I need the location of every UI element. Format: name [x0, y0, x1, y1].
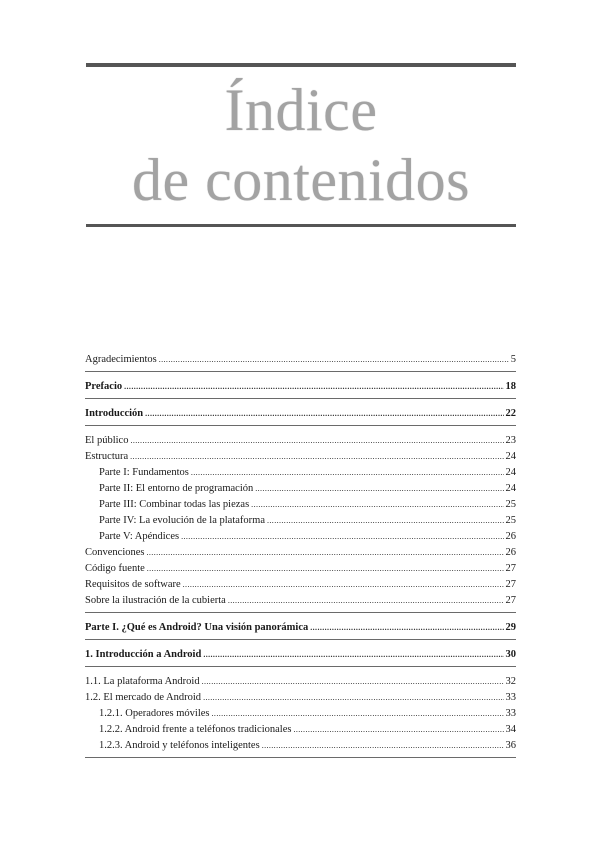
toc-entry-page-number: 36 [505, 740, 516, 751]
toc-entry-page-number: 18 [505, 381, 516, 392]
toc-entry-label: Parte IV: La evolución de la plataforma [99, 515, 265, 526]
toc-leader-dots [251, 497, 503, 513]
toc-leader-dots [147, 561, 504, 577]
toc-leader-dots [124, 379, 503, 395]
section-separator [85, 425, 516, 426]
toc-entry[interactable] [85, 722, 516, 738]
toc-entry-page-number: 26 [505, 547, 516, 558]
toc-entry[interactable] [85, 465, 516, 481]
toc-entry[interactable] [85, 352, 516, 368]
toc-entry-label: Introducción [85, 408, 144, 419]
toc-entry[interactable] [85, 513, 516, 529]
toc-entry-page-number: 30 [505, 649, 516, 660]
toc-entry-page-number: 23 [505, 435, 516, 446]
toc-entry-page-number: 25 [505, 499, 516, 510]
toc-entry-label: Parte I. ¿Qué es Android? Una visión panorámica [85, 622, 309, 633]
section-separator [85, 639, 516, 640]
toc-entry-label: Parte V: Apéndices [99, 531, 180, 542]
toc-entry[interactable] [85, 738, 516, 754]
toc-leader-dots [191, 465, 504, 481]
toc-entry-label: Prefacio [85, 381, 123, 392]
toc-entry[interactable] [85, 674, 516, 690]
toc-leader-dots [130, 449, 503, 465]
toc-leader-dots [255, 481, 503, 497]
toc-leader-dots [183, 577, 504, 593]
toc-entry-page-number: 27 [505, 595, 516, 606]
toc-leader-dots [228, 593, 504, 609]
toc-entry-label: Parte III: Combinar todas las piezas [99, 499, 250, 510]
toc-entry-label: Requisitos de software [85, 579, 181, 590]
toc-entry-label: Sobre la ilustración de la cubierta [85, 595, 226, 606]
toc-entry-page-number: 27 [505, 579, 516, 590]
toc-entry-label: 1.2.1. Operadores móviles [99, 708, 210, 719]
section-separator [85, 398, 516, 399]
toc-entry-page-number: 33 [505, 708, 516, 719]
toc-entry[interactable] [85, 406, 516, 422]
toc-leader-dots [203, 647, 503, 663]
toc-entry-label: Código fuente [85, 563, 145, 574]
toc-leader-dots [262, 738, 504, 754]
toc-entry-page-number: 32 [505, 676, 516, 687]
toc-entry-label: 1.2.3. Android y teléfonos inteligentes [99, 740, 260, 751]
toc-entry-label: 1.2.2. Android frente a teléfonos tradicionales [99, 724, 292, 735]
toc-entry[interactable] [85, 545, 516, 561]
toc-leader-dots [202, 674, 504, 690]
toc-entry[interactable] [85, 561, 516, 577]
toc-leader-dots [130, 433, 503, 449]
toc-entry-page-number: 26 [505, 531, 516, 542]
top-rule [86, 63, 516, 67]
toc-leader-dots [145, 406, 503, 422]
toc-entry[interactable] [85, 577, 516, 593]
section-separator [85, 612, 516, 613]
toc-leader-dots [267, 513, 504, 529]
toc-entry-page-number: 33 [505, 692, 516, 703]
toc-leader-dots [159, 352, 509, 368]
toc-entry[interactable] [85, 529, 516, 545]
toc-entry[interactable] [85, 449, 516, 465]
table-of-contents [85, 352, 516, 758]
toc-entry[interactable] [85, 620, 516, 636]
toc-entry[interactable] [85, 433, 516, 449]
toc-entry-page-number: 5 [510, 354, 516, 365]
toc-entry-page-number: 24 [505, 451, 516, 462]
toc-leader-dots [212, 706, 504, 722]
toc-entry-label: Estructura [85, 451, 129, 462]
toc-entry-page-number: 25 [505, 515, 516, 526]
toc-leader-dots [293, 722, 503, 738]
toc-entry-label: 1.1. La plataforma Android [85, 676, 200, 687]
toc-entry-page-number: 29 [505, 622, 516, 633]
toc-entry[interactable] [85, 647, 516, 663]
toc-entry-label: Parte II: El entorno de programación [99, 483, 254, 494]
toc-entry-label: 1.2. El mercado de Android [85, 692, 202, 703]
toc-entry[interactable] [85, 379, 516, 395]
toc-leader-dots [203, 690, 503, 706]
toc-entry[interactable] [85, 690, 516, 706]
toc-entry-label: Convenciones [85, 547, 145, 558]
section-separator [85, 371, 516, 372]
toc-entry-page-number: 22 [505, 408, 516, 419]
toc-entry-label: Agradecimientos [85, 354, 157, 365]
toc-leader-dots [181, 529, 503, 545]
section-separator [85, 666, 516, 667]
toc-entry-page-number: 34 [505, 724, 516, 735]
toc-entry-label: El público [85, 435, 129, 446]
toc-leader-dots [310, 620, 503, 636]
toc-entry[interactable] [85, 481, 516, 497]
toc-entry[interactable] [85, 593, 516, 609]
title-bottom-rule [86, 224, 516, 227]
toc-entry[interactable] [85, 497, 516, 513]
section-separator [85, 757, 516, 758]
page-title-line-1: Índice [224, 77, 378, 143]
toc-entry-page-number: 24 [505, 483, 516, 494]
toc-leader-dots [147, 545, 504, 561]
toc-entry[interactable] [85, 706, 516, 722]
toc-entry-page-number: 24 [505, 467, 516, 478]
page-title-line-2: de contenidos [131, 147, 471, 213]
toc-entry-label: Parte I: Fundamentos [99, 467, 189, 478]
toc-entry-page-number: 27 [505, 563, 516, 574]
toc-entry-label: 1. Introducción a Android [85, 649, 202, 660]
